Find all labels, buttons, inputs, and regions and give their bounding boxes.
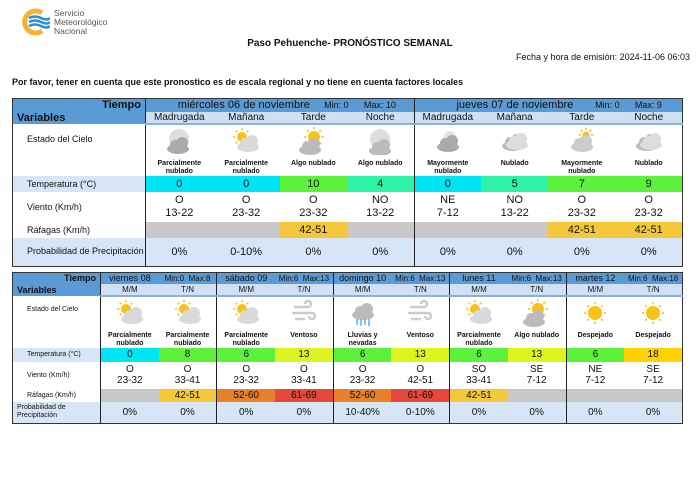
wind-cell — [146, 192, 213, 222]
period-header: Noche — [347, 112, 414, 124]
gust-value — [508, 389, 566, 402]
precip-probability: 0-10% — [391, 402, 449, 424]
sky-cell — [347, 124, 414, 176]
wind-speed: 7-12 — [436, 206, 459, 219]
temperature-value: 10 — [280, 176, 347, 192]
sky-cell — [548, 124, 615, 176]
period-header: Madrugada — [146, 112, 213, 124]
cloudy-icon — [481, 127, 548, 160]
temperature-value: 13 — [275, 348, 333, 362]
wind-speed: 23-32 — [232, 206, 261, 219]
sky-cell — [159, 296, 217, 348]
period-header: M/M — [217, 284, 275, 296]
wind-speed: 23-32 — [233, 375, 259, 386]
wind-direction: SO — [471, 363, 487, 375]
temperature-value: 8 — [159, 348, 217, 362]
gust-value — [414, 222, 481, 238]
logo-line: Nacional — [54, 25, 88, 36]
sky-cell — [391, 296, 449, 348]
wind-speed: 23-32 — [634, 206, 663, 219]
sky-cell — [333, 296, 391, 348]
day-name: martes 12 — [566, 273, 624, 284]
sky-condition: Parcialmente nublado — [108, 331, 152, 347]
variables-label: Variables — [13, 284, 101, 296]
day-header: miércoles 06 de noviembre Min: 0 Max: 10 — [146, 99, 415, 112]
wind-direction: NE — [588, 363, 603, 375]
sky-cell — [450, 296, 508, 348]
wind-direction: O — [309, 193, 318, 206]
sky-cell — [101, 296, 159, 348]
sky-condition: Mayormente nublado — [427, 159, 469, 175]
wind-label: Viento (Km/h) — [13, 362, 101, 389]
sunny-icon — [567, 299, 625, 332]
period-header: T/N — [159, 284, 217, 296]
sky-condition: Parcialmente nublado — [457, 331, 501, 347]
regional-notice: Por favor, tener en cuenta que este pronostico es de escala regional y no tiene en cuenta factores locales — [12, 77, 464, 87]
cloudy-icon — [615, 127, 682, 160]
wind-speed: 7-12 — [585, 375, 606, 386]
wind-label: Viento (Km/h) — [13, 192, 146, 222]
day-minmax: Min:6 Max:13 — [391, 273, 449, 284]
wind-direction: NO — [506, 193, 523, 206]
day-minmax: Min:6 Max:13 — [508, 273, 566, 284]
wind-speed: 7-12 — [526, 375, 547, 386]
partly-cloudy-icon — [217, 299, 275, 332]
partly-cloudy-icon — [159, 299, 217, 332]
day-name: lunes 11 — [450, 273, 508, 284]
sunny-icon — [624, 299, 682, 332]
period-header: M/M — [450, 284, 508, 296]
logo-line: Servicio — [54, 7, 85, 18]
wind-cell — [217, 362, 275, 389]
precip-probability: 0% — [615, 238, 682, 267]
day-name: sábado 09 — [217, 273, 275, 284]
sky-condition: Nublado — [634, 159, 663, 167]
precip-probability: 0% — [347, 238, 414, 267]
wind-speed: 13-22 — [500, 206, 529, 219]
wind-direction: SE — [529, 363, 544, 375]
smn-logo — [20, 8, 107, 36]
sky-condition: Ventoso — [290, 331, 318, 339]
period-header: T/N — [391, 284, 449, 296]
precip-probability: 0% — [146, 238, 213, 267]
wind-speed: 13-22 — [366, 206, 395, 219]
wind-speed: 33-41 — [291, 375, 317, 386]
sky-cell — [615, 124, 682, 176]
sky-condition: Algo nublado — [514, 331, 560, 339]
sky-cell — [275, 296, 333, 348]
wind-cell — [347, 192, 414, 222]
temperature-value: 0 — [213, 176, 280, 192]
wind-direction: O — [175, 193, 184, 206]
temperature-value: 13 — [508, 348, 566, 362]
night-mostly-cloudy-icon — [415, 127, 482, 160]
wind-speed: 23-32 — [299, 206, 328, 219]
wind-direction: O — [242, 363, 251, 375]
sky-condition: Nublado — [500, 159, 529, 167]
gust-value — [213, 222, 280, 238]
gust-value — [481, 222, 548, 238]
wind-speed: 23-32 — [349, 375, 376, 386]
gust-value: 42-51 — [450, 389, 508, 402]
temperature-value: 9 — [615, 176, 682, 192]
wind-cell — [101, 362, 159, 389]
wind-speed: 23-32 — [567, 206, 596, 219]
wind-direction: O — [183, 363, 192, 375]
temperature-value: 18 — [624, 348, 682, 362]
period-header: T/N — [624, 284, 682, 296]
rain-snow-icon — [334, 299, 392, 332]
precip-probability: 0% — [548, 238, 615, 267]
sky-condition: Parcialmente nublado — [224, 331, 269, 347]
temperature-value: 6 — [566, 348, 624, 362]
period-header: Tarde — [548, 112, 615, 124]
logo-line: Meteorológico — [54, 16, 108, 27]
temperature-value: 6 — [217, 348, 275, 362]
period-header: Madrugada — [414, 112, 481, 124]
period-header: Tarde — [280, 112, 347, 124]
temp-label: Temperatura (°C) — [13, 176, 146, 192]
wind-direction: O — [125, 363, 134, 375]
day-name: domingo 10 — [333, 273, 391, 284]
day-minmax: Min:6 Max:18 — [624, 273, 682, 284]
sky-condition: Parcialmente nublado — [157, 159, 202, 175]
forecast-table-weekly — [12, 272, 683, 424]
wind-direction: O — [358, 363, 367, 375]
wind-cell — [275, 362, 333, 389]
prob-label: Probabilidad de Precipitación — [13, 238, 146, 267]
gust-label: Ráfagas (Km/h) — [13, 222, 146, 238]
gust-value: 42-51 — [548, 222, 615, 238]
page-title: Paso Pehuenche- PRONÓSTICO SEMANAL — [247, 38, 453, 49]
period-header: T/N — [275, 284, 333, 296]
sky-cell — [414, 124, 481, 176]
temperature-value: 4 — [347, 176, 414, 192]
sky-cell — [213, 124, 280, 176]
windy-icon — [391, 299, 449, 332]
sky-condition: Parcialmente nublado — [224, 159, 268, 175]
wind-cell — [508, 362, 566, 389]
wind-cell — [481, 192, 548, 222]
precip-probability: 10-40% — [333, 402, 391, 424]
precip-probability: 0% — [101, 402, 159, 424]
prob-label: Probabilidad de Precipitación — [13, 402, 101, 424]
temperature-value: 13 — [391, 348, 449, 362]
gust-value: 42-51 — [159, 389, 217, 402]
sky-condition: Algo nublado — [290, 159, 336, 167]
precip-probability: 0% — [159, 402, 217, 424]
wind-direction: NE — [440, 193, 456, 206]
wind-direction: O — [644, 193, 653, 206]
wind-cell — [566, 362, 624, 389]
period-header: M/M — [566, 284, 624, 296]
gust-value — [566, 389, 624, 402]
temperature-value: 5 — [481, 176, 548, 192]
wind-speed: 33-41 — [466, 375, 492, 386]
sky-cell — [624, 296, 682, 348]
sky-cell — [508, 296, 566, 348]
sky-cell — [217, 296, 275, 348]
variables-label: Variables — [13, 112, 146, 124]
wind-speed: 23-32 — [117, 375, 143, 386]
wind-direction: O — [300, 363, 308, 375]
period-header: Noche — [615, 112, 682, 124]
day-minmax: Min:6 Max:13 — [275, 273, 333, 284]
gust-value — [624, 389, 682, 402]
wind-direction: SE — [646, 363, 660, 375]
sky-label: Estado del Cielo — [13, 124, 146, 176]
temperature-value: 6 — [450, 348, 508, 362]
wind-direction: NO — [371, 193, 389, 206]
precip-probability: 0% — [624, 402, 682, 424]
wind-cell — [333, 362, 391, 389]
precip-probability: 0% — [566, 402, 624, 424]
partly-cloudy-icon — [101, 299, 159, 332]
sky-condition: Parcialmente nublado — [165, 331, 210, 347]
gust-value: 42-51 — [280, 222, 347, 238]
sky-condition: Despejado — [577, 331, 614, 339]
temperature-value: 7 — [548, 176, 615, 192]
precip-probability: 0% — [275, 402, 333, 424]
temperature-value: 6 — [333, 348, 391, 362]
sky-condition: Mayormente nublado — [561, 159, 603, 175]
gust-label: Ráfagas (Km/h) — [13, 389, 101, 402]
wind-cell — [548, 192, 615, 222]
tiempo-label: Tiempo — [13, 273, 101, 284]
gust-value: 52-60 — [333, 389, 391, 402]
sky-cell — [280, 124, 347, 176]
wind-direction: O — [416, 363, 425, 375]
precip-probability: 0% — [508, 402, 566, 424]
temp-label: Temperatura (°C) — [13, 348, 101, 362]
sky-condition: Despejado — [635, 331, 671, 339]
night-mostly-clear-icon — [347, 127, 414, 160]
partly-cloudy-icon — [450, 299, 508, 332]
gust-value: 61-69 — [391, 389, 449, 402]
day-minmax: Min:0 Max:8 — [159, 273, 217, 284]
sky-condition: Algo nublado — [357, 159, 403, 167]
sky-condition: Lluvias y nevadas — [347, 331, 378, 347]
temperature-value: 0 — [101, 348, 159, 362]
sky-cell — [481, 124, 548, 176]
gust-value: 61-69 — [275, 389, 333, 402]
wind-speed: 33-41 — [174, 375, 201, 386]
precip-probability: 0% — [217, 402, 275, 424]
wind-speed: 13-22 — [165, 206, 194, 219]
precip-probability: 0-10% — [213, 238, 280, 267]
sky-cell — [566, 296, 624, 348]
precip-probability: 0% — [481, 238, 548, 267]
day-name: viernes 08 — [101, 273, 159, 284]
wind-cell — [213, 192, 280, 222]
wind-cell — [450, 362, 508, 389]
wind-cell — [280, 192, 347, 222]
sky-label: Estado del Cielo — [13, 296, 101, 348]
windy-icon — [275, 299, 333, 332]
mostly-sunny-icon — [508, 299, 566, 332]
gust-value: 42-51 — [615, 222, 682, 238]
temperature-value: 0 — [146, 176, 213, 192]
precip-probability: 0% — [280, 238, 347, 267]
wind-cell — [624, 362, 682, 389]
wind-cell — [159, 362, 217, 389]
wind-cell — [414, 192, 481, 222]
mostly-sunny-icon — [280, 127, 347, 160]
wind-direction: O — [241, 193, 251, 206]
wind-direction: O — [577, 193, 587, 206]
wind-speed: 7-12 — [643, 375, 664, 386]
temperature-value: 0 — [414, 176, 481, 192]
night-partly-cloudy-icon — [146, 127, 213, 160]
wind-cell — [615, 192, 682, 222]
wind-speed: 42-51 — [407, 375, 434, 386]
period-header: M/M — [101, 284, 159, 296]
gust-value: 52-60 — [217, 389, 275, 402]
sky-condition: Ventoso — [406, 331, 434, 339]
period-header: Mañana — [481, 112, 548, 124]
period-header: M/M — [333, 284, 391, 296]
precip-probability: 0% — [450, 402, 508, 424]
gust-value — [146, 222, 213, 238]
emission-time: Fecha y hora de emisión: 2024-11-06 06:03 — [516, 52, 690, 62]
smn-logo-icon — [20, 8, 50, 36]
mostly-cloudy-icon — [548, 127, 615, 160]
wind-cell — [391, 362, 449, 389]
gust-value — [101, 389, 159, 402]
tiempo-label: Tiempo — [13, 99, 146, 112]
period-header: Mañana — [213, 112, 280, 124]
day-header: jueves 07 de noviembre Min: 0 Max: 9 — [414, 99, 683, 112]
precip-probability: 0% — [414, 238, 481, 267]
period-header: T/N — [508, 284, 566, 296]
sky-cell — [146, 124, 213, 176]
partly-cloudy-icon — [213, 127, 280, 160]
gust-value — [347, 222, 414, 238]
forecast-table-detailed — [12, 98, 683, 267]
